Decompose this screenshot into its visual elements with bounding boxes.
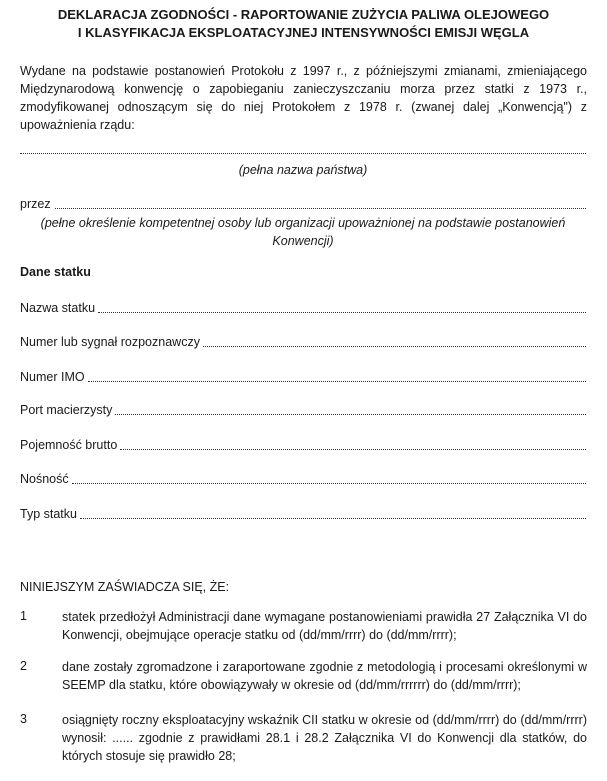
document-title	[0, 6, 607, 42]
intro-paragraph: Wydane na podstawie postanowień Protokołu z 1997 r., z późniejszymi zmianami, zmieniającego Międzynarodową konwencję o zapobieganiu zanieczyszczaniu morza przez statki z 1973 r., zmodyfikowanej odnoszącym się do niej Protokołem z 1978 r. (zwanej dalej „Konwencją") z upoważnienia rządu:	[20, 64, 587, 132]
call-sign-input[interactable]	[203, 346, 586, 347]
field-imo-number	[20, 369, 586, 386]
imo-number-input[interactable]	[88, 381, 586, 382]
field-gross-tonnage	[20, 437, 586, 454]
item-number: 1	[20, 609, 27, 623]
ship-name-input[interactable]	[98, 312, 586, 313]
field-label: Nazwa statku	[20, 301, 96, 315]
country-name-field[interactable]	[20, 153, 586, 154]
field-deadweight	[20, 471, 586, 488]
ship-data-heading: Dane statku	[20, 265, 91, 279]
field-label: Nośność	[20, 472, 69, 486]
deadweight-input[interactable]	[72, 483, 586, 484]
list-item	[20, 608, 587, 644]
authority-field[interactable]	[55, 208, 586, 209]
item-text: osiągnięty roczny eksploatacyjny wskaźnik CII statku w okresie od (dd/mm/rrrr) do (dd/mm/rrrr) wynosił: ...... zgodnie z prawidłami 28.1 i 28.2 Załącznika VI do Konwencji dla statków, do których stosuje się prawidło 28;	[62, 713, 587, 763]
item-number: 3	[20, 712, 27, 726]
list-item	[20, 711, 587, 765]
authority-row	[20, 196, 586, 213]
item-text: dane zostały zgromadzone i zaraportowane zgodnie z metodologią i procesami określonymi w SEEMP dla statku, które obowiązywały w okresie od (dd/mm/rrrrrr) do (dd/mm/rrrr);	[62, 660, 587, 692]
ship-type-input[interactable]	[80, 518, 586, 519]
field-label: Typ statku	[20, 507, 77, 521]
declaration-heading: NINIEJSZYM ZAŚWIADCZA SIĘ, ŻE:	[20, 580, 230, 594]
field-ship-type	[20, 506, 586, 523]
item-number: 2	[20, 659, 27, 673]
authority-caption: (pełne określenie kompetentnej osoby lub organizacji upoważnionej na podstawie postanowień Konwencji)	[40, 216, 566, 248]
list-item	[20, 658, 587, 694]
home-port-input[interactable]	[115, 414, 586, 415]
field-ship-name	[20, 300, 586, 317]
title-line-1: DEKLARACJA ZGODNOŚCI - RAPORTOWANIE ZUŻYCIA PALIWA OLEJOWEGO	[57, 7, 550, 22]
title-line-2: I KLASYFIKACJA EKSPLOATACYJNEJ INTENSYWNOŚCI EMISJI WĘGLA	[77, 25, 530, 40]
przez-label: przez	[20, 197, 51, 211]
country-name-caption: (pełna nazwa państwa)	[238, 163, 368, 177]
gross-tonnage-input[interactable]	[120, 449, 586, 450]
field-label: Numer IMO	[20, 370, 85, 384]
item-text: statek przedłożył Administracji dane wymagane postanowieniami prawidła 27 Załącznika VI do Konwencji, obejmujące operacje statku od (dd/mm/rrrr) do (dd/mm/rrrr);	[62, 610, 587, 642]
field-label: Numer lub sygnał rozpoznawczy	[20, 335, 200, 349]
field-home-port	[20, 402, 586, 419]
field-call-sign	[20, 334, 586, 351]
field-label: Pojemność brutto	[20, 438, 118, 452]
field-label: Port macierzysty	[20, 403, 113, 417]
